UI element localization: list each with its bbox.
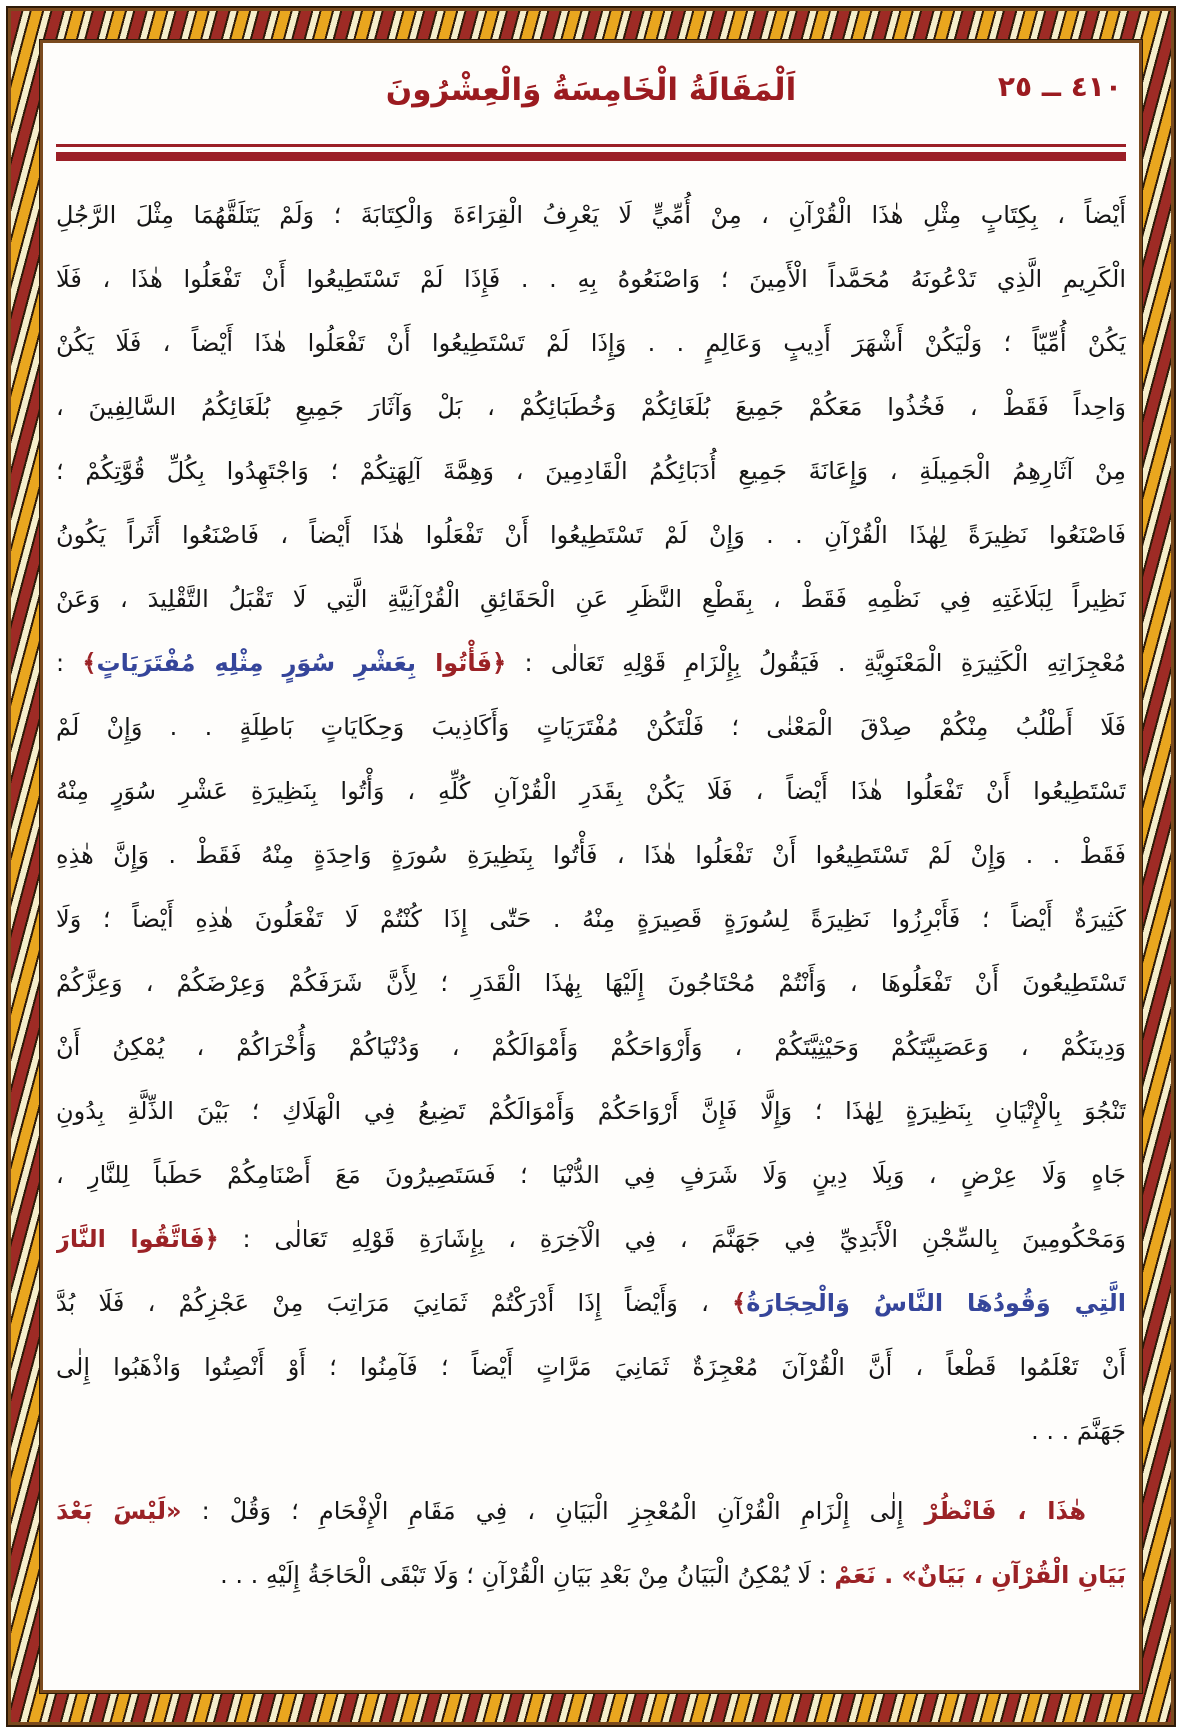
body-text-segment: جَاهٍ وَلَا عِرْضٍ ، وَبِلَا دِينٍ وَلَا شَرَفٍ فِي الدُّنْيَا ؛ فَسَتَصِيرُونَ مَعَ أَصْنَامِكُمْ حَطَباً لِلنَّارِ ، bbox=[56, 1161, 1126, 1189]
body-text-segment: : لَا يُمْكِنُ الْبَيَانُ مِنْ بَعْدِ بَيَانِ الْقُرْآنِ ؛ وَلَا تَبْقَى الْحَاجَةُ إِلَيْهِ . . . bbox=[220, 1561, 835, 1589]
body-text-segment: ، وَأَيْضاً إِذَا أَدْرَكْتُمْ ثَمَانِيَ مَرَاتِبَ مِنْ عَجْزِكُمْ ، فَلَا بُدَّ bbox=[56, 1289, 733, 1317]
body-text-segment: جَهَنَّمَ . . . bbox=[1031, 1417, 1126, 1445]
text-line bbox=[56, 1207, 1126, 1271]
text-line bbox=[56, 311, 1126, 375]
page-title: اَلْمَقَالَةُ الْخَامِسَةُ وَالْعِشْرُونَ bbox=[385, 72, 797, 108]
header-double-rule bbox=[56, 144, 1126, 161]
body-text-segment: فَقَطْ . . وَإِنْ لَمْ تَسْتَطِيعُوا أَنْ تَفْعَلُوا هٰذَا ، فَأْتُوا بِنَظِيرَةِ سُورَةٍ وَاحِدَةٍ مِنْهُ فَقَطْ . وَإِنَّ هٰذِهِ bbox=[56, 841, 1126, 869]
body-text-segment: تَنْجُوَ بِالْإِتْيَانِ بِنَظِيرَةٍ لِهٰذَا ؛ وَإِلَّا فَإِنَّ أَرْوَاحَكُمْ وَأَمْوَالَكُمْ تَضِيعُ فِي الْهَلَاكِ ؛ بَيْنَ الذِّلَّةِ بِدُونِ bbox=[56, 1097, 1126, 1125]
body-text-segment: إِلٰى إِلْزَامِ الْقُرْآنِ الْمُعْجِزِ الْبَيَانِ ، فِي مَقَامِ الْإِفْحَامِ ؛ وَقُلْ : bbox=[181, 1497, 904, 1525]
red-emphasis-segment: ﴾ bbox=[732, 1289, 747, 1317]
red-emphasis-segment: «لَيْسَ بَعْدَ bbox=[56, 1497, 182, 1525]
quran-quote-segment: بِعَشْرِ سُوَرٍ مِثْلِهِ مُفْتَرَيَاتٍ bbox=[96, 649, 417, 677]
text-line bbox=[56, 951, 1126, 1015]
body-text bbox=[56, 183, 1126, 1607]
quran-quote-segment: الَّتِي وَقُودُهَا النَّاسُ وَالْحِجَارَةُ bbox=[746, 1289, 1126, 1317]
body-text-segment: : bbox=[56, 649, 83, 677]
body-text-segment: وَاحِداً فَقَطْ ، فَخُذُوا مَعَكُمْ جَمِيعَ بُلَغَائِكُمْ وَخُطَبَائِكُمْ ، بَلْ وَآثَارَ جَمِيعِ بُلَغَائِكُمُ السَّالِفِينَ ، bbox=[56, 393, 1126, 421]
text-line bbox=[56, 759, 1126, 823]
red-emphasis-segment: ﴿فَاتَّقُوا النَّارَ bbox=[56, 1225, 219, 1253]
body-text-segment: فَلَا أَطْلُبُ مِنْكُمْ صِدْقَ الْمَعْنٰى ؛ فَلْتَكُنْ مُفْتَرَيَاتٍ وَأَكَاذِيبَ وَحِكَايَاتٍ بَاطِلَةٍ . . وَإِنْ لَمْ bbox=[56, 713, 1126, 741]
body-text-segment: أَيْضاً ، بِكِتَابٍ مِثْلِ هٰذَا الْقُرْآنِ ، مِنْ أُمِّيٍّ لَا يَعْرِفُ الْقِرَاءَةَ وَالْكِتَابَةَ ؛ وَلَمْ يَتَلَقَّهُمَا مِثْلَ الرَّجُلِ bbox=[56, 201, 1126, 229]
body-text-segment: وَمَحْكُومِينَ بِالسِّجْنِ الْأَبَدِيِّ فِي جَهَنَّمَ ، فِي الْآخِرَةِ ، بِإِشَارَةِ قَوْلِهِ تَعَالٰى : bbox=[218, 1225, 1126, 1253]
red-emphasis-segment: بَيَانِ الْقُرْآنِ ، بَيَانٌ» . نَعَمْ bbox=[834, 1561, 1126, 1589]
paragraph bbox=[56, 183, 1126, 1463]
text-line bbox=[56, 567, 1126, 631]
body-text-segment: فَاصْنَعُوا نَظِيرَةً لِهٰذَا الْقُرْآنِ . . وَإِنْ لَمْ تَسْتَطِيعُوا أَنْ تَفْعَلُوا هٰذَا أَيْضاً ، فَاصْنَعُوا أَثَراً يَكُونُ bbox=[56, 521, 1126, 549]
text-line bbox=[56, 375, 1126, 439]
red-emphasis-segment: هٰذَا ، فَانْظُرْ bbox=[903, 1497, 1087, 1525]
page-number: ٤١٠ ــ ٢٥ bbox=[997, 70, 1122, 103]
body-text-segment: تَسْتَطِيعُونَ أَنْ تَفْعَلُوهَا ، وَأَنْتُمْ مُحْتَاجُونَ إِلَيْهَا بِهٰذَا الْقَدَرِ ؛ لِأَنَّ شَرَفَكُمْ وَعِرْضَكُمْ ، وَعِزَّكُمْ bbox=[56, 969, 1126, 997]
page-content bbox=[56, 44, 1126, 1689]
body-text-segment: مُعْجِزَاتِهِ الْكَثِيرَةِ الْمَعْنَوِيَّةِ . فَيَقُولُ بِإِلْزَامِ قَوْلِهِ تَعَالٰى : bbox=[506, 649, 1126, 677]
text-line bbox=[56, 247, 1126, 311]
text-line bbox=[56, 1543, 1126, 1607]
body-text-segment: يَكُنْ أُمِّيّاً ؛ وَلْيَكُنْ أَشْهَرَ أَدِيبٍ وَعَالِمٍ . . وَإِذَا لَمْ تَسْتَطِيعُوا أَنْ تَفْعَلُوا هٰذَا أَيْضاً ، فَلَا يَكُنْ bbox=[56, 329, 1126, 357]
text-line bbox=[56, 1479, 1126, 1543]
text-line bbox=[56, 695, 1126, 759]
red-emphasis-segment: ﴾ bbox=[82, 649, 97, 677]
body-text-segment: كَثِيرَةٌ أَيْضاً ؛ فَأَبْرِزُوا نَظِيرَةً لِسُورَةٍ قَصِيرَةٍ مِنْهُ . حَتّٰى إِذَا كُنْتُمْ لَا تَفْعَلُونَ هٰذِهِ أَيْضاً ؛ وَلَا bbox=[56, 905, 1126, 933]
body-text-segment: تَسْتَطِيعُوا أَنْ تَفْعَلُوا هٰذَا أَيْضاً ، فَلَا يَكُنْ بِقَدَرِ الْقُرْآنِ كُلِّهِ ، وَأْتُوا بِنَظِيرَةِ عَشْرِ سُوَرٍ مِنْهُ bbox=[56, 777, 1126, 805]
body-text-segment: وَدِينَكُمْ ، وَعَصَبِيَّتَكُمْ وَحَيْثِيَّتَكُمْ ، وَأَرْوَاحَكُمْ وَأَمْوَالَكُمْ ، وَدُنْيَاكُمْ وَأُخْرَاكُمْ ، يُمْكِنُ أَنْ bbox=[56, 1033, 1126, 1061]
text-line bbox=[56, 1335, 1126, 1399]
body-text-segment: أَنْ تَعْلَمُوا قَطْعاً ، أَنَّ الْقُرْآنَ مُعْجِزَةٌ ثَمَانِيَ مَرَّاتٍ أَيْضاً ؛ فَآمِنُوا ؛ أَوْ أَنْصِتُوا وَاذْهَبُوا إِلٰى bbox=[56, 1353, 1126, 1381]
text-line bbox=[56, 439, 1126, 503]
text-line bbox=[56, 887, 1126, 951]
text-line bbox=[56, 631, 1126, 695]
page-header bbox=[56, 44, 1126, 144]
text-line bbox=[56, 1399, 1126, 1463]
body-text-segment: نَظِيراً لِبَلَاغَتِهِ فِي نَظْمِهِ فَقَطْ ، بِقَطْعِ النَّظَرِ عَنِ الْحَقَائِقِ الْقُرْآنِيَّةِ الَّتِي لَا تَقْبَلُ التَّقْلِيدَ ، وَعَنْ bbox=[56, 585, 1126, 613]
paragraph bbox=[56, 1479, 1126, 1607]
text-line bbox=[56, 1079, 1126, 1143]
text-line bbox=[56, 1015, 1126, 1079]
text-line bbox=[56, 503, 1126, 567]
text-line bbox=[56, 1143, 1126, 1207]
body-text-segment: الْكَرِيمِ الَّذِي تَدْعُونَهُ مُحَمَّداً الْأَمِينَ ؛ وَاصْنَعُوهُ بِهِ . . فَإِذَا لَمْ تَسْتَطِيعُوا أَنْ تَفْعَلُوا هٰذَا ، فَلَا bbox=[56, 265, 1126, 293]
text-line bbox=[56, 183, 1126, 247]
body-text-segment: مِنْ آثَارِهِمُ الْجَمِيلَةِ ، وَإِعَانَةَ جَمِيعِ أُدَبَائِكُمُ الْقَادِمِينَ ، وَهِمَّةَ آلِهَتِكُمْ ؛ وَاجْتَهِدُوا بِكُلِّ قُوَّتِكُمْ ؛ bbox=[56, 457, 1126, 485]
red-emphasis-segment: ﴿فَأْتُوا bbox=[416, 649, 507, 677]
text-line bbox=[56, 1271, 1126, 1335]
text-line bbox=[56, 823, 1126, 887]
